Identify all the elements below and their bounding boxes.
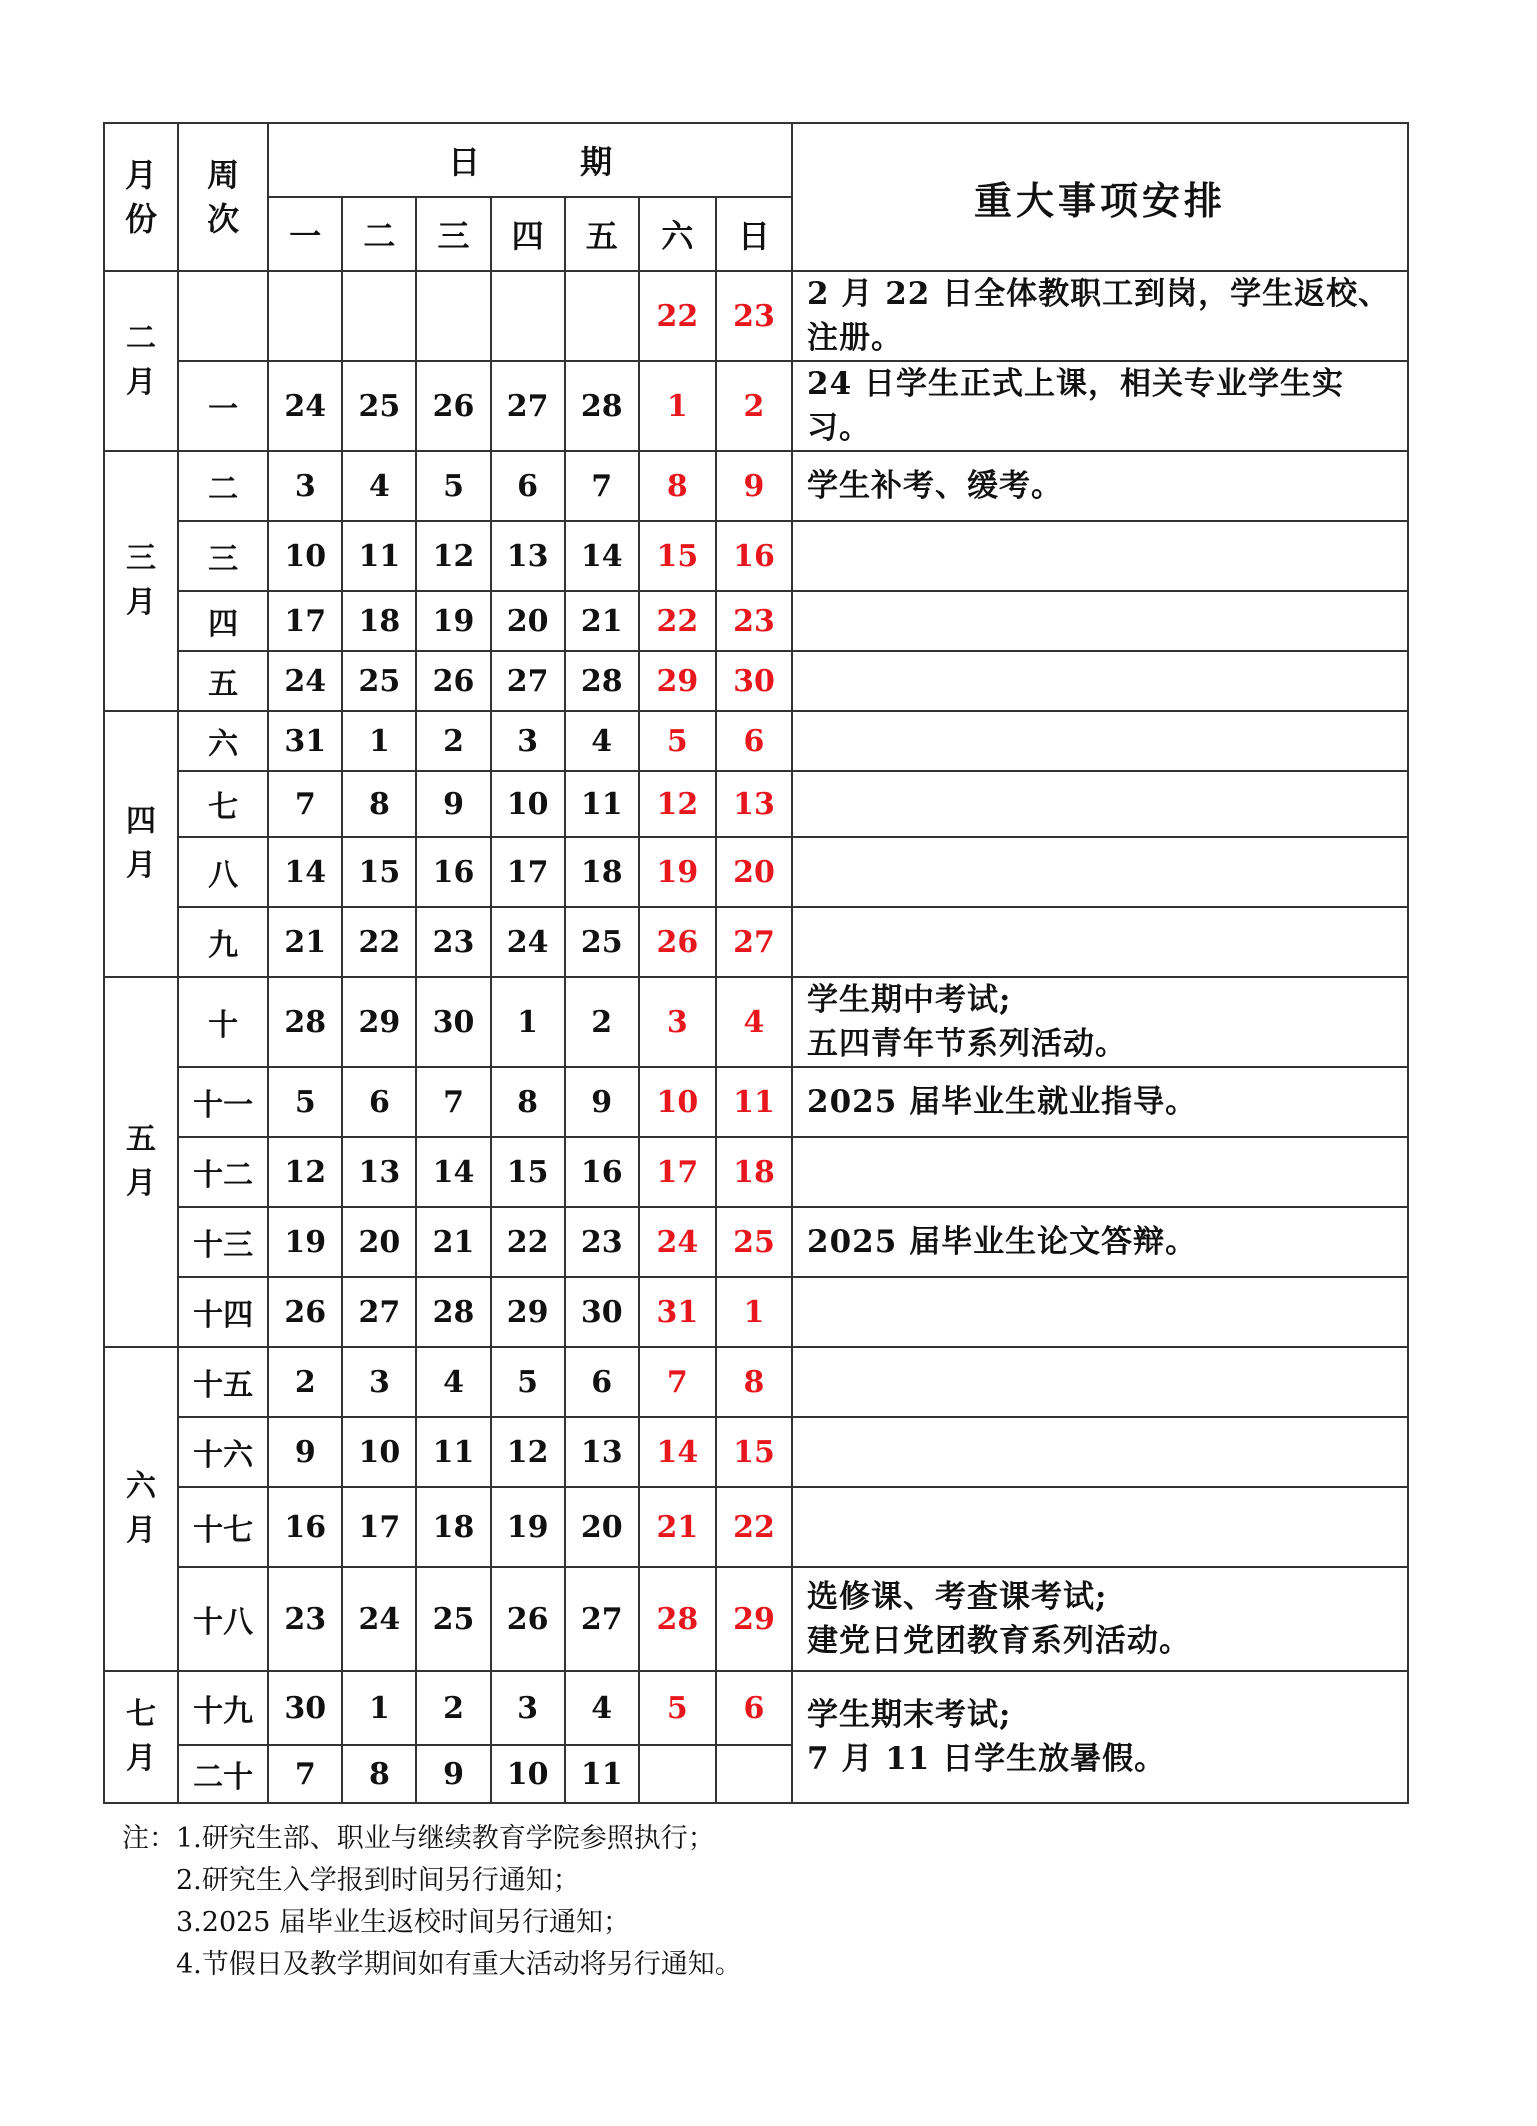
date-cell: 9 xyxy=(268,1417,342,1487)
week-number: 十六 xyxy=(178,1417,268,1487)
date-cell: 24 xyxy=(639,1207,716,1277)
date-cell: 5 xyxy=(639,1671,716,1745)
date-cell: 6 xyxy=(565,1347,639,1417)
date-cell: 23 xyxy=(268,1567,342,1671)
date-cell: 27 xyxy=(491,651,565,711)
event-cell: 2 月 22 日全体教职工到岗，学生返校、注册。 xyxy=(792,271,1408,361)
event-cell xyxy=(792,1487,1408,1567)
date-cell xyxy=(565,271,639,361)
date-cell: 3 xyxy=(342,1347,416,1417)
date-cell: 26 xyxy=(268,1277,342,1347)
week-number: 九 xyxy=(178,907,268,977)
week-number: 十三 xyxy=(178,1207,268,1277)
date-cell: 19 xyxy=(491,1487,565,1567)
date-cell: 2 xyxy=(716,361,792,451)
date-cell: 15 xyxy=(342,837,416,907)
date-cell: 21 xyxy=(268,907,342,977)
date-cell: 9 xyxy=(416,771,490,837)
table-row xyxy=(104,591,1408,651)
week-number: 三 xyxy=(178,521,268,591)
week-number: 十一 xyxy=(178,1067,268,1137)
event-cell: 24 日学生正式上课，相关专业学生实习。 xyxy=(792,361,1408,451)
date-cell: 21 xyxy=(416,1207,490,1277)
date-cell: 4 xyxy=(565,1671,639,1745)
date-cell: 3 xyxy=(491,711,565,771)
weekday-header-cell: 二 xyxy=(342,197,416,271)
date-cell: 8 xyxy=(491,1067,565,1137)
weekday-header-cell: 一 xyxy=(268,197,342,271)
date-cell: 21 xyxy=(639,1487,716,1567)
week-number: 四 xyxy=(178,591,268,651)
date-cell: 14 xyxy=(639,1417,716,1487)
date-cell: 26 xyxy=(416,361,490,451)
date-cell: 30 xyxy=(716,651,792,711)
date-cell: 22 xyxy=(639,271,716,361)
event-cell xyxy=(792,837,1408,907)
date-cell: 2 xyxy=(565,977,639,1067)
date-cell: 1 xyxy=(639,361,716,451)
date-cell: 9 xyxy=(716,451,792,521)
school-calendar-table xyxy=(103,122,1409,1804)
date-cell: 26 xyxy=(491,1567,565,1671)
week-number: 六 xyxy=(178,711,268,771)
date-cell: 28 xyxy=(565,361,639,451)
week-number: 十 xyxy=(178,977,268,1067)
week-number: 十七 xyxy=(178,1487,268,1567)
date-cell: 31 xyxy=(639,1277,716,1347)
weekday-header-cell: 五 xyxy=(565,197,639,271)
week-number: 一 xyxy=(178,361,268,451)
date-cell: 7 xyxy=(268,1745,342,1803)
date-cell: 29 xyxy=(342,977,416,1067)
month-label: 二 月 xyxy=(104,271,178,451)
date-cell: 26 xyxy=(416,651,490,711)
date-cell: 28 xyxy=(565,651,639,711)
event-cell xyxy=(792,591,1408,651)
date-cell xyxy=(268,271,342,361)
week-number: 五 xyxy=(178,651,268,711)
date-cell: 10 xyxy=(491,771,565,837)
date-cell: 13 xyxy=(716,771,792,837)
event-cell: 2025 届毕业生论文答辩。 xyxy=(792,1207,1408,1277)
date-cell: 28 xyxy=(416,1277,490,1347)
table-row xyxy=(104,1137,1408,1207)
month-header: 月 份 xyxy=(104,123,178,271)
note-line: 注：1.研究生部、职业与继续教育学院参照执行； xyxy=(122,1823,715,1854)
event-cell xyxy=(792,521,1408,591)
date-cell: 19 xyxy=(639,837,716,907)
notes-section xyxy=(122,1818,742,1986)
date-cell: 6 xyxy=(491,451,565,521)
date-cell: 10 xyxy=(342,1417,416,1487)
date-cell: 24 xyxy=(342,1567,416,1671)
events-header: 重大事项安排 xyxy=(792,123,1408,271)
week-header: 周 次 xyxy=(178,123,268,271)
date-cell: 21 xyxy=(565,591,639,651)
date-cell: 18 xyxy=(342,591,416,651)
table-row xyxy=(104,1207,1408,1277)
date-cell: 31 xyxy=(268,711,342,771)
date-cell: 1 xyxy=(342,711,416,771)
event-cell xyxy=(792,1277,1408,1347)
date-cell: 30 xyxy=(268,1671,342,1745)
date-cell: 24 xyxy=(268,361,342,451)
date-cell: 20 xyxy=(565,1487,639,1567)
event-cell: 学生期末考试; 7 月 11 日学生放暑假。 xyxy=(792,1671,1408,1803)
date-cell: 5 xyxy=(491,1347,565,1417)
event-cell xyxy=(792,1417,1408,1487)
date-cell: 4 xyxy=(565,711,639,771)
date-cell: 30 xyxy=(416,977,490,1067)
date-cell: 18 xyxy=(565,837,639,907)
date-cell: 18 xyxy=(416,1487,490,1567)
date-cell: 7 xyxy=(268,771,342,837)
week-number: 十五 xyxy=(178,1347,268,1417)
date-cell: 12 xyxy=(268,1137,342,1207)
date-cell: 15 xyxy=(639,521,716,591)
date-cell: 27 xyxy=(716,907,792,977)
event-cell: 学生期中考试; 五四青年节系列活动。 xyxy=(792,977,1408,1067)
table-row xyxy=(104,1671,1408,1745)
table-row xyxy=(104,1277,1408,1347)
date-cell: 14 xyxy=(565,521,639,591)
date-cell: 20 xyxy=(716,837,792,907)
date-cell: 1 xyxy=(491,977,565,1067)
date-cell: 16 xyxy=(416,837,490,907)
date-cell: 1 xyxy=(342,1671,416,1745)
table-row xyxy=(104,521,1408,591)
note-line: 3.2025 届毕业生返校时间另行通知； xyxy=(176,1907,631,1938)
date-cell: 11 xyxy=(565,1745,639,1803)
date-cell xyxy=(716,1745,792,1803)
event-cell xyxy=(792,1137,1408,1207)
table-row xyxy=(104,907,1408,977)
date-cell: 29 xyxy=(639,651,716,711)
date-cell: 17 xyxy=(639,1137,716,1207)
date-cell: 11 xyxy=(342,521,416,591)
date-cell: 24 xyxy=(268,651,342,711)
date-cell: 11 xyxy=(565,771,639,837)
event-cell xyxy=(792,771,1408,837)
date-cell: 17 xyxy=(491,837,565,907)
date-cell: 9 xyxy=(565,1067,639,1137)
date-cell: 26 xyxy=(639,907,716,977)
table-row xyxy=(104,1417,1408,1487)
date-cell: 3 xyxy=(639,977,716,1067)
date-cell: 23 xyxy=(716,591,792,651)
date-cell: 20 xyxy=(342,1207,416,1277)
week-number: 十八 xyxy=(178,1567,268,1671)
date-cell: 7 xyxy=(639,1347,716,1417)
date-cell: 15 xyxy=(716,1417,792,1487)
date-cell: 11 xyxy=(716,1067,792,1137)
date-cell xyxy=(491,271,565,361)
date-cell: 25 xyxy=(565,907,639,977)
table-row xyxy=(104,1347,1408,1417)
table-row xyxy=(104,271,1408,361)
table-row xyxy=(104,1567,1408,1671)
calendar-body xyxy=(104,271,1408,1803)
date-cell: 25 xyxy=(342,361,416,451)
date-cell: 29 xyxy=(716,1567,792,1671)
date-cell: 29 xyxy=(491,1277,565,1347)
date-cell: 25 xyxy=(416,1567,490,1671)
date-cell: 5 xyxy=(639,711,716,771)
date-cell: 2 xyxy=(416,711,490,771)
date-cell: 3 xyxy=(491,1671,565,1745)
date-cell: 28 xyxy=(639,1567,716,1671)
table-row xyxy=(104,451,1408,521)
date-cell: 6 xyxy=(716,1671,792,1745)
weekday-header-cell: 六 xyxy=(639,197,716,271)
date-cell: 19 xyxy=(416,591,490,651)
date-cell: 8 xyxy=(639,451,716,521)
date-cell: 7 xyxy=(565,451,639,521)
date-cell: 5 xyxy=(268,1067,342,1137)
date-cell: 27 xyxy=(565,1567,639,1671)
date-cell xyxy=(639,1745,716,1803)
date-cell xyxy=(342,271,416,361)
date-cell: 8 xyxy=(342,1745,416,1803)
table-row xyxy=(104,361,1408,451)
note-line: 4.节假日及教学期间如有重大活动将另行通知。 xyxy=(176,1949,742,1980)
date-cell: 9 xyxy=(416,1745,490,1803)
month-label: 五 月 xyxy=(104,977,178,1347)
date-cell: 2 xyxy=(416,1671,490,1745)
note-line: 2.研究生入学报到时间另行通知； xyxy=(176,1865,580,1896)
date-cell: 10 xyxy=(491,1745,565,1803)
date-cell: 16 xyxy=(565,1137,639,1207)
date-cell: 1 xyxy=(716,1277,792,1347)
date-cell: 23 xyxy=(565,1207,639,1277)
date-cell: 3 xyxy=(268,451,342,521)
event-cell: 选修课、考查课考试; 建党日党团教育系列活动。 xyxy=(792,1567,1408,1671)
date-cell: 22 xyxy=(491,1207,565,1277)
date-cell: 11 xyxy=(416,1417,490,1487)
event-cell: 学生补考、缓考。 xyxy=(792,451,1408,521)
date-cell: 22 xyxy=(639,591,716,651)
month-label: 三 月 xyxy=(104,451,178,711)
date-cell: 5 xyxy=(416,451,490,521)
date-cell: 12 xyxy=(416,521,490,591)
month-label: 四 月 xyxy=(104,711,178,977)
event-cell: 2025 届毕业生就业指导。 xyxy=(792,1067,1408,1137)
table-row xyxy=(104,771,1408,837)
date-cell: 22 xyxy=(342,907,416,977)
month-label: 六 月 xyxy=(104,1347,178,1671)
date-cell: 12 xyxy=(491,1417,565,1487)
date-cell: 30 xyxy=(565,1277,639,1347)
date-cell: 25 xyxy=(342,651,416,711)
week-number: 十九 xyxy=(178,1671,268,1745)
date-cell: 27 xyxy=(342,1277,416,1347)
date-cell: 7 xyxy=(416,1067,490,1137)
weekday-header-cell: 日 xyxy=(716,197,792,271)
event-cell xyxy=(792,1347,1408,1417)
table-header xyxy=(104,123,1408,271)
date-cell: 8 xyxy=(342,771,416,837)
date-cell: 14 xyxy=(268,837,342,907)
week-number: 七 xyxy=(178,771,268,837)
date-cell: 16 xyxy=(268,1487,342,1567)
date-cell: 19 xyxy=(268,1207,342,1277)
week-number: 十二 xyxy=(178,1137,268,1207)
weekday-header-cell: 四 xyxy=(491,197,565,271)
date-cell: 13 xyxy=(565,1417,639,1487)
date-cell: 4 xyxy=(416,1347,490,1417)
date-cell: 28 xyxy=(268,977,342,1067)
date-cell: 16 xyxy=(716,521,792,591)
date-cell: 14 xyxy=(416,1137,490,1207)
date-cell: 18 xyxy=(716,1137,792,1207)
date-cell: 24 xyxy=(491,907,565,977)
table-row xyxy=(104,977,1408,1067)
date-cell: 23 xyxy=(416,907,490,977)
table-row xyxy=(104,651,1408,711)
date-cell xyxy=(416,271,490,361)
table-row xyxy=(104,711,1408,771)
date-cell: 22 xyxy=(716,1487,792,1567)
date-cell: 13 xyxy=(491,521,565,591)
table-row xyxy=(104,1067,1408,1137)
event-cell xyxy=(792,711,1408,771)
date-cell: 23 xyxy=(716,271,792,361)
event-cell xyxy=(792,651,1408,711)
date-header: 日期 xyxy=(268,123,792,197)
date-cell: 2 xyxy=(268,1347,342,1417)
week-number xyxy=(178,271,268,361)
table-row xyxy=(104,837,1408,907)
date-cell: 10 xyxy=(268,521,342,591)
date-cell: 10 xyxy=(639,1067,716,1137)
date-cell: 17 xyxy=(268,591,342,651)
week-number: 八 xyxy=(178,837,268,907)
date-cell: 17 xyxy=(342,1487,416,1567)
weekday-header-cell: 三 xyxy=(416,197,490,271)
date-cell: 25 xyxy=(716,1207,792,1277)
date-cell: 12 xyxy=(639,771,716,837)
date-cell: 13 xyxy=(342,1137,416,1207)
week-number: 二 xyxy=(178,451,268,521)
date-cell: 4 xyxy=(716,977,792,1067)
date-cell: 27 xyxy=(491,361,565,451)
date-cell: 4 xyxy=(342,451,416,521)
date-cell: 15 xyxy=(491,1137,565,1207)
date-cell: 6 xyxy=(716,711,792,771)
date-cell: 6 xyxy=(342,1067,416,1137)
week-number: 二十 xyxy=(178,1745,268,1803)
date-cell: 20 xyxy=(491,591,565,651)
table-row xyxy=(104,1487,1408,1567)
month-label: 七 月 xyxy=(104,1671,178,1803)
event-cell xyxy=(792,907,1408,977)
week-number: 十四 xyxy=(178,1277,268,1347)
date-cell: 8 xyxy=(716,1347,792,1417)
